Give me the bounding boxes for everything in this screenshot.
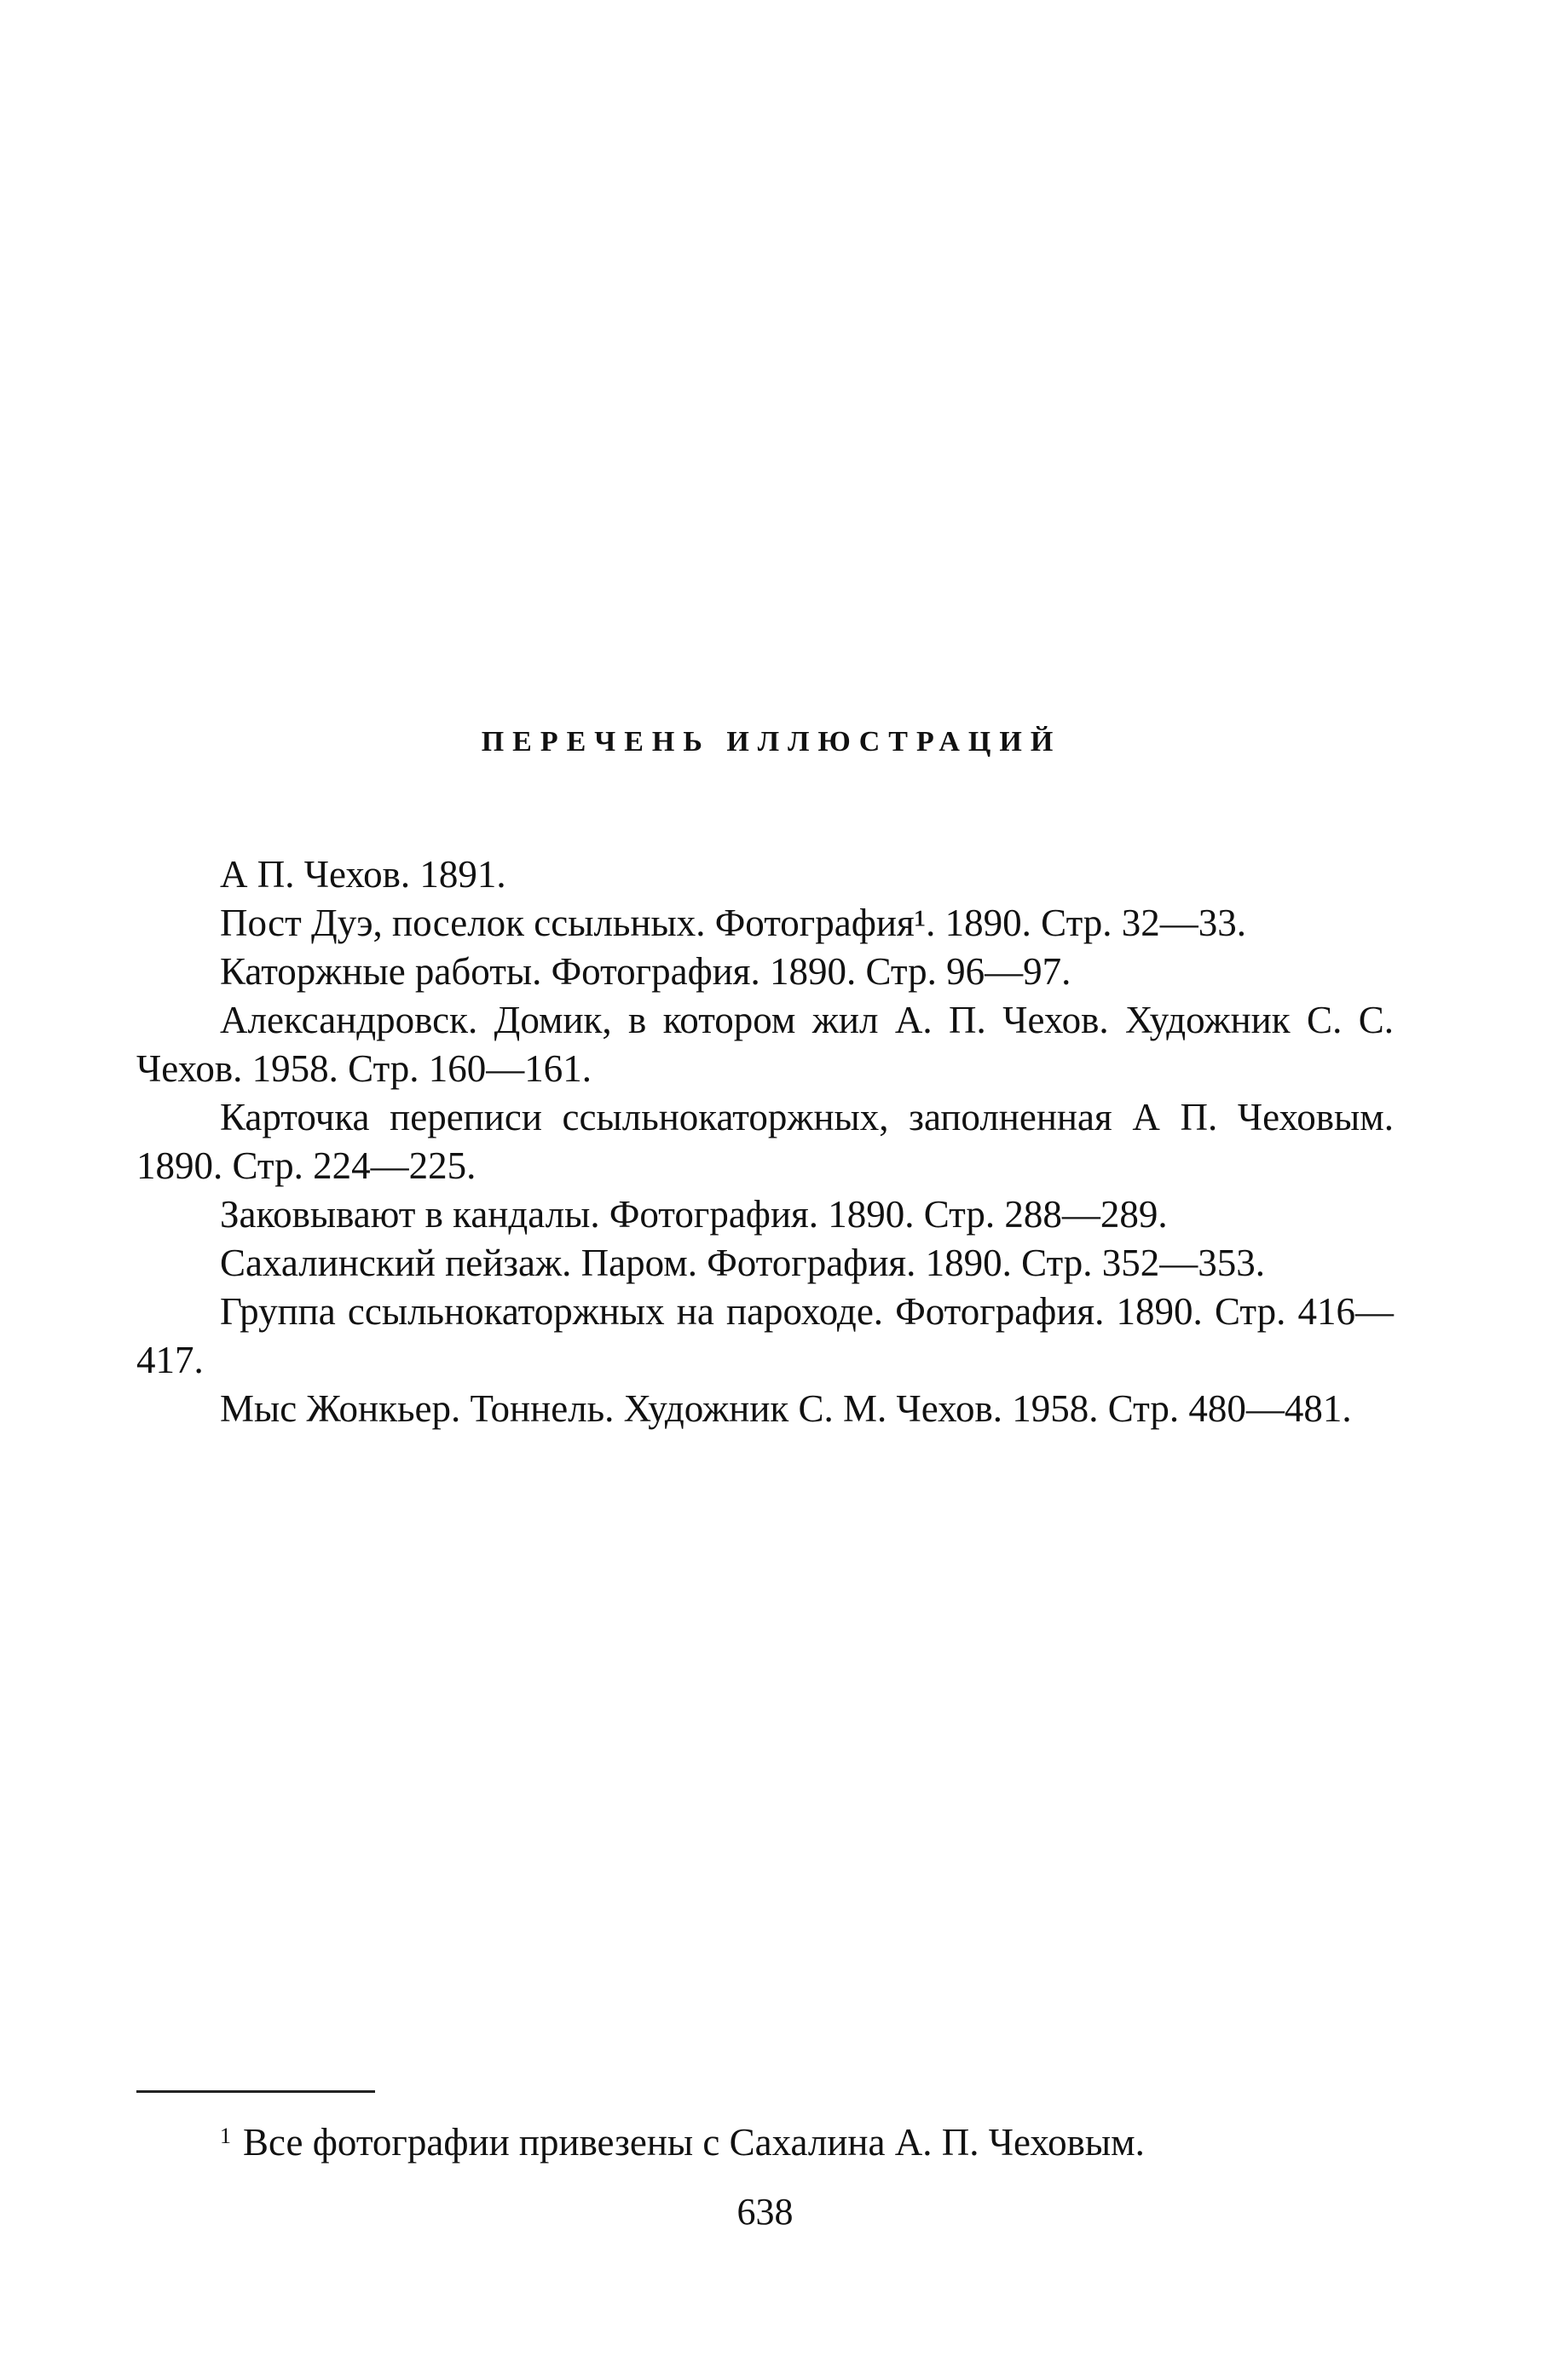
page-number: 638 (736, 2191, 794, 2233)
list-item: Пост Дуэ, поселок ссыльных. Фотография¹. 1890. Стр. 32—33. (220, 902, 1247, 944)
page-heading: ПЕРЕЧЕНЬ ИЛЛЮСТРАЦИЙ (481, 726, 1062, 758)
list-item: Мыс Жонкьер. Тоннель. Художник С. М. Чехов. 1958. Стр. 480—481. (220, 1387, 1352, 1430)
footnote-divider (136, 2090, 375, 2093)
list-item: Группа ссыльнокаторжных на пароходе. Фотография. 1890. Стр. 416—417. (136, 1290, 1394, 1381)
list-item: Александровск. Домик, в котором жил А. П. Чехов. Художник С. С. Чехов. 1958. Стр. 160—161. (136, 999, 1394, 1090)
list-item: Сахалинский пейзаж. Паром. Фотография. 1890. Стр. 352—353. (220, 1242, 1265, 1284)
list-item: Каторжные работы. Фотография. 1890. Стр. 96—97. (220, 950, 1071, 993)
list-item: Заковывают в кандалы. Фотография. 1890. Стр. 288—289. (220, 1193, 1168, 1236)
footnote-marker: 1 (220, 2124, 231, 2148)
footnote-text: Все фотографии привезены с Сахалина А. П. Чеховым. (243, 2121, 1145, 2164)
list-item: Карточка переписи ссыльнокаторжных, заполненная А П. Чеховым. 1890. Стр. 224—225. (136, 1096, 1394, 1187)
footnote (136, 2112, 1394, 2167)
list-item: А П. Чехов. 1891. (220, 853, 506, 896)
illustrations-list (136, 850, 1394, 1433)
